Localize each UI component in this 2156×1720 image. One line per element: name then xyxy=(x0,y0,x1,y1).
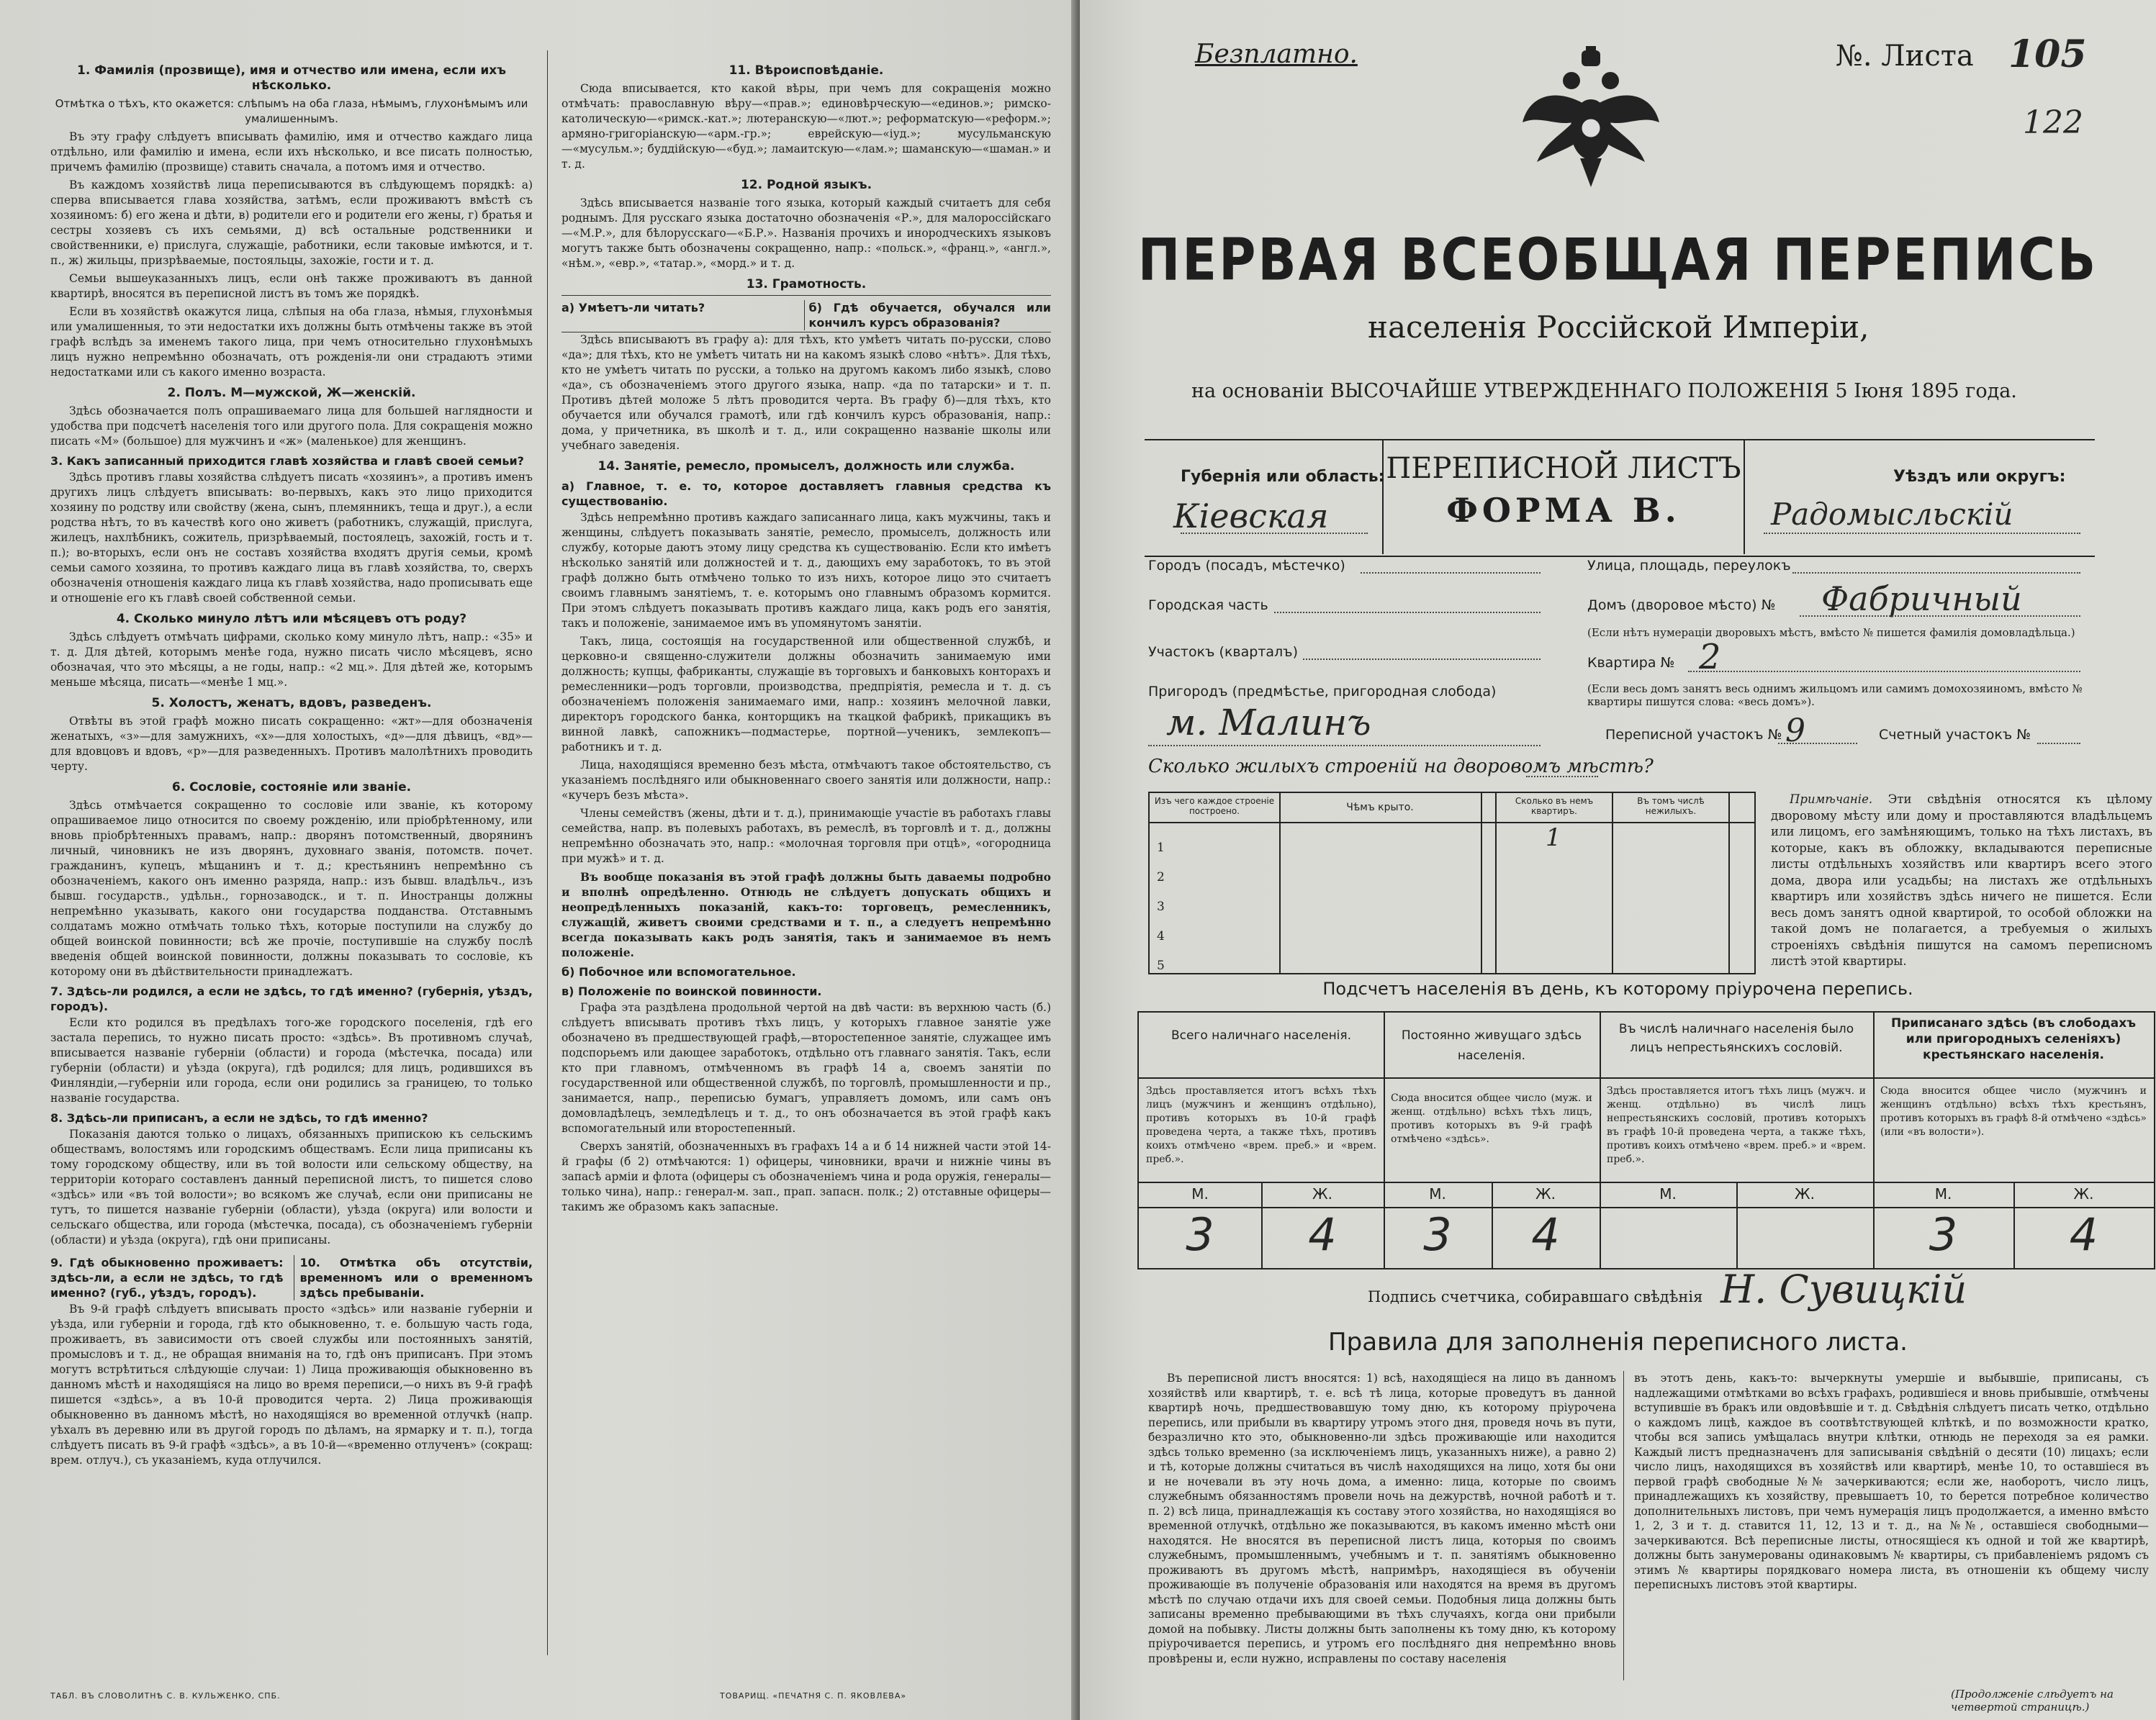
left-footer-2: ТОВАРИЩ. «ПЕЧАТНЯ С. П. ЯКОВЛЕВА» xyxy=(720,1691,907,1701)
section-14-text: Лица, находящіяся временно безъ мѣста, отмѣчаютъ такое обстоятельство, съ указаніемъ послѣдняго или обыкновеннаго своего занятія или должности, напр.: «кучеръ безъ мѣста». xyxy=(561,759,1051,802)
population-title: Подсчетъ населенія въ день, къ которому пріурочена перепись. xyxy=(1322,979,1913,999)
section-4-title: 4. Сколько минуло лѣтъ или мѣсяцевъ отъ роду? xyxy=(116,612,467,626)
section-2-text: Здѣсь обозначается полъ опрашиваемаго лица для большей наглядности и удобства при подсчетѣ населенія того или другого пола. Для сокращенія можно писать «М» (большое) для мужчинъ и «ж» (маленькое) для женщинъ. xyxy=(50,404,533,448)
pop-desc-peasant: Сюда вносится общее число (мужчинъ и женщинъ отдѣльно) всѣхъ тѣхъ крестьянъ, противъ которыхъ въ графѣ 8-й отмѣчено «здѣсь» (или «въ волости»). xyxy=(1880,1085,2147,1138)
permanent-male-value[interactable]: 3 xyxy=(1423,1208,1452,1261)
section-11-title: 11. Вѣроисповѣданіе. xyxy=(729,63,884,78)
house-field xyxy=(1800,615,2080,617)
table-divider xyxy=(1279,793,1281,973)
section-6-text: Здѣсь отмѣчается сокращенно то сословіе или званіе, къ которому опрашиваемое лицо относится по своему рожденію, или пріобрѣтенному, или вновь пріобрѣтенныхъ правамъ, напр.: дворянъ потомственный, дворянинъ личный, чиновникъ не изъ дворянъ, духовнаго званія, потомств. почет. гражданинъ, купецъ, мѣщанинъ и т. д.; крестьянинъ непремѣнно съ обозначеніемъ, какого онъ именно разряда, напр.: изъ бывш. владѣльч., изъ бывш. государств., удѣльн., горнозаводск., и т. п. Иностранцы должны непремѣнно указывать, какого они государства подданства. Отставнымъ солдатамъ можно отмѣчать только тѣхъ, которые поступили на службу до общей воинской повинности; всѣ же прочіе, поступившіе на службу послѣ введенія общей воинской повинности, должны показывать то сословіе, къ которому они въ дѣйствительности принадлежатъ. xyxy=(50,799,533,978)
buildings-col-roof: Чѣмъ крыто. xyxy=(1346,802,1414,813)
double-headed-eagle-emblem xyxy=(1515,43,1666,194)
house-label: Домъ (дворовое мѣсто) № xyxy=(1587,597,1776,613)
section-1-text: Въ эту графу слѣдуетъ вписывать фамилію, имя и отчество каждаго лица отдѣльно, или фамилію и имена, если ихъ нѣсколько, и все писать полностью, причемъ фамилію (прозвище) ставить сначала, а потомъ имя и отчество. xyxy=(50,130,533,173)
female-label: Ж. xyxy=(1795,1185,1815,1203)
pop-desc-total: Здѣсь проставляется итогъ всѣхъ тѣхъ лицъ (мужчинъ и женщинъ отдѣльно), противъ которыхъ въ 10-й графѣ проведена черта, а также тѣхъ, противъ коихъ отмѣчено «врем. преб.» и «врем. преб.». xyxy=(1146,1085,1376,1165)
section-8-text: Показанія даются только о лицахъ, обязанныхъ припискою къ сельскимъ обществамъ, волостямъ или городскимъ обществамъ. Если лица приписаны къ тому городскому обществу, или въ той волости или сельскому обществу, на территоріи котораго составленъ данный переписной листъ, то пишется слово «здѣсь» или «въ той волости»; во всякомъ же случаѣ, если они приписаны не тутъ, то пишется названіе губерніи (области), уѣзда (округа) или волости и сельскаго общества, или города (мѣстечка, посада), съ обозначеніемъ губерніи (области) и уѣзда (округа), гдѣ они приписаны. xyxy=(50,1128,533,1246)
table-divider xyxy=(1139,1182,2154,1183)
table-divider xyxy=(1384,1077,1600,1079)
section-7-text: Если кто родился въ предѣлахъ того-же городского поселенія, гдѣ его застала перепись, то нужно писать просто: «здѣсь». Въ противномъ случаѣ, вписывается названіе губерніи (области) и города (мѣстечка, посада) или губерніи (области) и уѣзда (округа), гдѣ родился; для лицъ, родившихся въ Финляндіи,—губерніи или города, если они родились за границею, то только названіе государства. xyxy=(50,1016,533,1105)
section-14-text: Члены семействъ (жены, дѣти и т. д.), принимающіе участіе въ работахъ главы семейства, напр. въ полевыхъ работахъ, въ ремеслѣ, въ торговлѣ и т. д., должны непремѣнно обозначать это, напр.: «молочная торговля при отцѣ», «огородница при мужѣ» и т. д. xyxy=(561,807,1051,865)
male-label: М. xyxy=(1191,1185,1209,1203)
section-13b-title: б) Гдѣ обучается, обучался или кончилъ курсъ образованія? xyxy=(804,300,1052,330)
prigorod-field xyxy=(1148,745,1541,746)
census-uchastok-label: Переписной участокъ № xyxy=(1605,727,1782,743)
uchastok-label: Участокъ (кварталъ) xyxy=(1148,644,1299,660)
section-1-subtitle: Отмѣтка о тѣхъ, кто окажется: слѣпымъ на оба глаза, нѣмымъ, глухонѣмымъ или умалишеннымъ. xyxy=(55,97,528,125)
female-label: Ж. xyxy=(2073,1185,2094,1203)
section-1-title: 1. Фамилія (прозвище), имя и отчество или имена, если ихъ нѣсколько. xyxy=(77,63,506,93)
gubernia-value[interactable]: Кіевская xyxy=(1173,497,1329,535)
uezd-value[interactable]: Радомысльскій xyxy=(1771,497,2013,532)
buildings-table xyxy=(1148,792,1756,974)
table-divider xyxy=(1873,1077,2154,1079)
pop-desc-nonpeasant: Здѣсь проставляется итогъ тѣхъ лицъ (мужч. и женщ. отдѣльно) въ числѣ лицъ непрестьянскихъ сословій, противъ которыхъ въ графѣ 10-й проведена черта, а также тѣхъ, противъ коихъ отмѣчено «врем. преб.» и «врем. преб.». xyxy=(1607,1085,1866,1165)
instructions-column-2 xyxy=(561,58,1051,1218)
section-12-title: 12. Родной языкъ. xyxy=(740,178,872,192)
table-divider xyxy=(1139,1077,1384,1079)
prigorod-value[interactable]: м. Малинъ xyxy=(1166,702,1371,743)
instructions-column-1 xyxy=(50,58,533,1471)
buildings-question: Сколько жилыхъ строеній на дворовомъ мѣстѣ? xyxy=(1148,756,1654,777)
city-part-field[interactable] xyxy=(1274,612,1541,613)
male-label: М. xyxy=(1659,1185,1677,1203)
section-3-text: Здѣсь противъ главы хозяйства слѣдуетъ писать «хозяинъ», а противъ именъ другихъ лицъ слѣдуетъ вписывать: во-первыхъ, какъ это лицо приходится хозяину по родству или свойству (жена, сынъ, племянникъ, теща и друг.), а если родства нѣтъ, то въ качествѣ кого оно живетъ (работникъ, служащій, прислуга, жилецъ, нахлѣбникъ, сожитель, призрѣваемый, постоялецъ, захожій, гость и т. п.); во-вторыхъ, если онъ не составъ хозяйства входятъ другія семьи, кромѣ семьи самого хозяина, то противъ каждаго лица въ главѣ хозяйства, то, сверхъ обозначенія отношенія каждаго лица къ главѣ хозяйства, надо прописывать еще и отношеніе его къ главѣ своей собственной семьи. xyxy=(50,471,533,605)
section-14-text: Сверхъ занятій, обозначенныхъ въ графахъ 14 а и б 14 нижней части этой 14-й графы (б 2) отмѣчаются: 1) офицеры, чиновники, врачи и нижніе чины въ запасѣ арміи и флота (офицеры съ обозначеніемъ чина и рода оружія, генералы—только чина), напр.: генерал-м. зап., прап. запасн. полк.; 2) отставные офицеры—такимъ же образомъ какъ запасные. xyxy=(561,1140,1051,1213)
section-14-text: Такъ, лица, состоящія на государственной или общественной службѣ, и церковно-и священно-служители должны обозначить занимаемую ими должность; купцы, фабриканты, служащіе въ торговыхъ и банковыхъ конторахъ и ремесленники—родъ торговли, производства, предпріятія, ремесла и т. д. съ обозначеніемъ положенія занимаемаго ими, напр.: хозяинъ мелочной лавки, директоръ городского банка, конторщикъ на ткацкой фабрикѣ, прикащикъ въ винной лавкѣ, сапожникъ—подмастерье, портной—ученикъ, землекопъ—работникъ и т. д. xyxy=(561,635,1051,753)
document-subtitle: населенія Россійской Имперіи, xyxy=(1368,309,1869,345)
house-value[interactable]: Фабричный xyxy=(1821,579,2022,618)
section-14-title: 14. Занятіе, ремесло, промыселъ, должность или служба. xyxy=(597,459,1015,474)
form-title-box xyxy=(1382,439,1745,554)
peasant-female-value[interactable]: 4 xyxy=(2069,1208,2098,1261)
section-1-text: Семьи вышеуказанныхъ лицъ, если онѣ также проживаютъ въ данной квартирѣ, вносятся въ переписной листъ въ томъ же порядкѣ. xyxy=(50,272,533,300)
buildings-apartments-value[interactable]: 1 xyxy=(1546,823,1561,852)
buildings-rows xyxy=(1157,833,1165,981)
signature-label: Подпись счетчика, собиравшаго свѣдѣнія xyxy=(1368,1288,1703,1305)
buildings-row-number: 4 xyxy=(1157,929,1165,943)
section-2-title: 2. Полъ. М—мужской, Ж—женскій. xyxy=(167,386,416,400)
count-uchastok-label: Счетный участокъ № xyxy=(1879,727,2031,743)
document-title: ПЕРВАЯ ВСЕОБЩАЯ ПЕРЕПИСЬ xyxy=(1137,225,2098,294)
archive-number: 122 xyxy=(2023,104,2083,141)
section-11-text: Сюда вписывается, кто какой вѣры, при чемъ для сокращенія можно отмѣчать: православную вѣру—«прав.»; единовѣрческую—«единов.»; римско-католическую—«римск.-кат.»; лютеранскую—«лют.»; реформатскую—«реформ.»; армяно-григоріанскую—«арм.-гр.»; еврейскую—«іуд.»; мусульманскую—«мусульм.»; буддійскую—«буд.»; ламаитскую—«лам.»; шаманскую—«шаман.» и т. д. xyxy=(561,82,1051,171)
rules-column-1: Въ переписной листъ вносятся: 1) всѣ, находящіеся на лицо въ данномъ хозяйствѣ или квартирѣ, т. е. всѣ тѣ лица, которые проведутъ въ данной квартирѣ ночь, предшествовавшую тому дню, къ которому пріурочена перепись, или прибыли въ квартиру утромъ этого дня, проведя ночь въ пути, безразлично кто это, обыкновенно-ли здѣсь проживающіе или находится здѣсь только временно (за исключеніемъ лицъ, указанныхъ ниже), а равно 2) и тѣ, которые должны считаться въ числѣ находящихся на лицо, хотя бы они и не ночевали въ эту ночь дома, а именно: лица, которые по своимъ служебнымъ обязанностямъ провели ночь на дежурствѣ, ночной работѣ и т. п. 2) всѣ лица, принадлежащія къ составу этого хозяйства, но находящіяся во временной отлучкѣ, отдѣльно же показываются, въ какомъ именно мѣстѣ они находятся. Не вносятся въ переписной листъ лица, которыя по своимъ служебнымъ, промышленнымъ, учебнымъ и т. п. занятіямъ обыкновенно проживаютъ въ другомъ мѣстѣ, напримѣръ, находящіеся въ обученіи проживающіе въ полученіе образованія или находятся на время въ другомъ мѣстѣ по случаю отдачи ихъ для своей семьи. Подобныя лица должны быть записаны временно пребывающими въ тѣхъ случаяхъ, когда они прибыли домой на побывку. Листы должны быть заполнены къ тому дню, къ которому пріурочивается перепись, и утромъ его послѣдняго дня непремѣнно вновь провѣрены и, если нужно, исправлены по составу населенія xyxy=(1148,1372,1616,1665)
section-9-title: 9. Гдѣ обыкновенно проживаетъ: здѣсь-ли, а если не здѣсь, то гдѣ именно? (губ., уѣздъ, городъ). xyxy=(50,1256,284,1300)
left-footer-1: ТАБЛ. ВЪ СЛОВОЛИТНѢ С. В. КУЛЬЖЕНКО, СПБ. xyxy=(50,1691,281,1701)
section-14-emphasis: Въ вообще показанія въ этой графѣ должны быть даваемы подробно и вполнѣ опредѣленно. Отнюдь не слѣдуетъ допускать общихъ и неопредѣленныхъ показаній, какъ-то: торговецъ, ремесленникъ, служащій, живетъ своими средствами и т. п., а следуетъ непремѣнно всегда показывать какъ родъ занятія, такъ и занимаемое въ немъ положеніе. xyxy=(561,870,1051,959)
section-14-text: Графа эта раздѣлена продольной чертой на двѣ части: въ верхнюю часть (б.) слѣдуетъ вписывать противъ тѣхъ лицъ, у которыхъ главное занятіе уже обозначено въ предшествующей графѣ,—второстепенное занятіе, служащее имъ подспорьемъ или дающее заработокъ, отдѣльно отъ главнаго занятія. Такъ, если кто при главномъ, отмѣченномъ въ графѣ 14 а, своемъ занятіи по государственной или общественной службѣ, по торговлѣ, промышленности и пр., занимается, напр., переписью бумагъ, управляетъ домомъ, или самъ онъ домовладѣлецъ, земледѣлецъ и т. д., то онъ обозначается въ этой графѣ какъ вспомогательный или второстепенный. xyxy=(561,1001,1051,1135)
note-text: Эти свѣдѣнія относятся къ цѣлому дворовому мѣсту или дому и проставляются владѣльцемъ или лицомъ, его замѣняющимъ, только на тѣхъ листахъ, въ которые, какъ въ обложку, вкладываются переписные листы отдѣльныхъ хозяйствъ или квартиръ всего этого дома, двора или усадьбы; на листахъ же отдѣльныхъ квартиръ или хозяйствъ здѣсь ничего не пишется. Если весь домъ занятъ одной квартирой, то особой обложки на такой домъ не полагается, а требуемыя о жилыхъ строеніяхъ свѣдѣнія пишутся на самомъ переписномъ листѣ этой квартиры. xyxy=(1771,792,2152,968)
buildings-col-apartments: Сколько въ немъ квартиръ. xyxy=(1515,796,1594,816)
section-13-title: 13. Грамотность. xyxy=(746,277,867,291)
male-label: М. xyxy=(1429,1185,1446,1203)
buildings-row-number: 1 xyxy=(1157,841,1165,855)
buildings-count-field[interactable] xyxy=(1526,776,1598,777)
form-title-2: ФОРМА В. xyxy=(1446,491,1681,530)
continued-note: (Продолженіе слѣдуетъ на четвертой страницѣ.) xyxy=(1951,1688,2114,1714)
column-divider xyxy=(1623,1371,1624,1680)
pop-header-peasant: Приписанаго здѣсь (въ слободахъ или пригородныхъ селеніяхъ) крестьянскаго населенія. xyxy=(1891,1016,2136,1062)
legal-basis: на основаніи ВЫСОЧАЙШЕ УТВЕРЖДЕННАГО ПОЛОЖЕНІЯ 5 Іюня 1895 года. xyxy=(1191,380,2017,402)
rules-column-2: въ этотъ день, какъ-то: вычеркнуты умершіе и выбывшіе, приписаны, съ надлежащими отмѣтками во всѣхъ графахъ, родившіеся и вновь прибывшіе, отмѣчены вступившіе въ бракъ или овдовѣвшіе и т. д. Свѣдѣнія слѣдуетъ писать четко, отдѣльно о каждомъ лицѣ, каждое въ соотвѣтствующей клѣткѣ, и по возможности кратко, чтобы вся запись умѣщалась внутри клѣтки, отнюдь не переходя за ея рамки. Каждый листъ предназначенъ для записыванія свѣдѣній о десяти (10) лицахъ; если число лицъ, находящихся въ хозяйствѣ или квартирѣ, менѣе 10, то оставшіеся въ первой графѣ свободные №№ зачеркиваются; если же, наоборотъ, число лицъ, принадлежащихъ къ хозяйству, превышаетъ 10, то берется потребное количество дополнительныхъ листовъ, при чемъ нумерація лицъ продолжается, а именно вмѣсто 1, 2, 3 и т. д. ставится 11, 12, 13 и т. д., на №№, оставшіеся свободными—зачеркиваются. Всѣ переписные листы, относящіеся къ одной и той же квартирѣ, должны быть занумерованы одинаковымъ № квартиры, съ прибавленіемъ рядомъ съ этимъ № квартиры порядковаго номера листа, въ отношеніи къ общему числу переписныхъ листовъ этой квартиры. xyxy=(1634,1372,2149,1591)
section-12-text: Здѣсь вписывается названіе того языка, который каждый считаетъ для себя роднымъ. Для русскаго языка достаточно обозначенія «Р.», для малороссійскаго—«М.Р.», для бѣлорусскаго—«Б.Р.». Названія прочихъ и инородческихъ языковъ могутъ также быть обозначены сокращенно, напр.: «польск.», «франц.», «англ.», «нѣм.», «евр.», «татар.», «морд.» и т. д. xyxy=(561,196,1051,270)
section-13-text: Здѣсь вписываютъ въ графу а): для тѣхъ, кто умѣетъ читать по-русски, слово «да»; для тѣхъ, кто не умѣетъ читать ни на какомъ языкѣ слово «нѣтъ». Для тѣхъ, кто не умѣетъ читать по русски, а только на другомъ какомъ либо языкѣ, слово «да», съ обозначеніемъ этого другого языка, напр. «да по татарски» и т. п. Противъ дѣтей моложе 5 лѣтъ проводится черта. Въ графу б)—для тѣхъ, кто обучается или обучался грамотѣ, или гдѣ кончилъ курсъ образованія, напр.: дома, у причетника, въ школѣ и т. д., или сокращенно названіе школы или учебнаго заведенія. xyxy=(561,333,1051,452)
table-divider xyxy=(1728,793,1730,973)
section-1-text: Если въ хозяйствѣ окажутся лица, слѣпыя на оба глаза, нѣмыя, глухонѣмыя или умалишенныя, то эти недостатки ихъ должны быть отмѣчены также въ этой графѣ вслѣдъ за именемъ такого лица, при чемъ относительно глухонѣмыхъ лицъ нужно непремѣнно обозначать, отъ рожденія-ли они страдаютъ этими недостатками или съ какого именно возраста. xyxy=(50,305,533,379)
section-14c-title: в) Положеніе по воинской повинности. xyxy=(561,985,822,998)
city-label: Городъ (посадъ, мѣстечко) xyxy=(1148,558,1345,574)
right-page xyxy=(1080,0,2156,1720)
apartment-label: Квартира № xyxy=(1587,655,1675,671)
pop-header-permanent: Постоянно живущаго здѣсь населенія. xyxy=(1401,1028,1582,1063)
pop-header-total: Всего наличнаго населенія. xyxy=(1171,1028,1352,1043)
count-uchastok-field[interactable] xyxy=(2037,743,2080,744)
female-label: Ж. xyxy=(1312,1185,1332,1203)
signature-value[interactable]: Н. Сувицкій xyxy=(1720,1267,1967,1312)
apartment-note: (Если весь домъ занятъ весь однимъ жильцомъ или самимъ домохозяиномъ, вмѣсто № квартиры пишутся слова: «весь домъ»). xyxy=(1587,682,2083,708)
city-part-label: Городская часть xyxy=(1148,597,1268,613)
sheet-number-value: 105 xyxy=(2008,32,2087,76)
section-4-text: Здѣсь слѣдуетъ отмѣчать цифрами, сколько кому минуло лѣтъ, напр.: «35» и т. д. Для дѣтей, которымъ менѣе года, нужно писать число мѣсяцевъ, ясно обозначая, что это мѣсяцы, а не годы, напр.: «2 мц.». Для дѣтей же, которымъ меньше мѣсяца, писать—«менѣе 1 мц.». xyxy=(50,630,533,689)
census-uchastok-value[interactable]: 9 xyxy=(1785,712,1805,749)
house-note: (Если нѣтъ нумераціи дворовыхъ мѣстъ, вмѣсто № пишется фамилія домовладѣльца.) xyxy=(1587,626,2075,639)
peasant-male-value[interactable]: 3 xyxy=(1929,1208,1958,1261)
note-title: Примѣчаніе. xyxy=(1790,792,1873,806)
pop-header-nonpeasant: Въ числѣ наличнаго населенія было лицъ непрестьянскихъ сословій. xyxy=(1618,1022,1854,1055)
permanent-female-value[interactable]: 4 xyxy=(1531,1208,1560,1261)
section-7-title: 7. Здѣсь-ли родился, а если не здѣсь, то гдѣ именно? (губернія, уѣздъ, городъ). xyxy=(50,985,533,1013)
section-9-text: Въ 9-й графѣ слѣдуетъ вписывать просто «здѣсь» или названіе губерніи и уѣзда, или губерніи и города, гдѣ кто обыкновенно, т. е. большую часть года, проживаетъ, въ зависимости отъ своей службы или постоянныхъ занятій, промысловъ и т. д., не обращая вниманія на то, гдѣ онъ приписанъ. При этомъ могутъ встрѣтиться слѣдующіе случаи: 1) Лица проживающія обыкновенно въ данномъ мѣстѣ и находящіяся на лицо во время переписи,—о нихъ въ 9-й графѣ пишется «здѣсь», а въ 10-й проводится черта. 2) Лица проживающія обыкновенно въ данномъ мѣстѣ, но находящіяся во временной отлучкѣ (напр. уѣхалъ въ деревню или въ другой городъ по дѣламъ, на ярмарку и т. п.), тогда слѣдуетъ писать въ 9-й графѣ «здѣсь», а въ 10-й—«временно отлученъ» (сокращ: врем. отлуч.), съ указаніемъ, куда отлучился. xyxy=(50,1303,533,1467)
total-male-value[interactable]: 3 xyxy=(1186,1208,1214,1261)
table-divider xyxy=(1495,793,1497,973)
table-divider xyxy=(1600,1077,1873,1079)
street-label: Улица, площадь, переулокъ xyxy=(1587,558,1791,574)
section-10-title: 10. Отмѣтка объ отсутствіи, временномъ или о временномъ здѣсь пребываніи. xyxy=(294,1255,533,1300)
apartment-field xyxy=(1688,671,2080,672)
sheet-number-label: №. Листа xyxy=(1836,40,1974,73)
form-title-1: ПЕРЕПИСНОЙ ЛИСТЪ xyxy=(1386,452,1741,485)
prigorod-label: Пригородъ (предмѣстье, пригородная слобода) xyxy=(1148,684,1497,700)
section-6-title: 6. Сословіе, состояніе или званіе. xyxy=(171,780,412,795)
section-14a-title: а) Главное, т. е. то, которое доставляетъ главныя средства къ существованію. xyxy=(561,479,1051,508)
buildings-col-material: Изъ чего каждое строеніе построено. xyxy=(1154,796,1275,816)
section-8-title: 8. Здѣсь-ли приписанъ, а если не здѣсь, то гдѣ именно? xyxy=(50,1111,428,1125)
table-divider xyxy=(1481,793,1482,973)
uezd-underline xyxy=(1764,533,2080,534)
uezd-label: Уѣздъ или округъ: xyxy=(1893,468,2066,486)
table-divider xyxy=(1612,793,1613,973)
street-field[interactable] xyxy=(1792,572,2080,574)
section-14-text: Здѣсь непремѣнно противъ каждаго записаннаго лица, какъ мужчины, такъ и женщины, слѣдуетъ показывать занятіе, ремесло, промыселъ, должность или службу, которые даютъ этому лицу средства къ существованію. Если кто имѣетъ нѣсколько занятій или должностей и т. д., дающихъ ему заработокъ, то въ этой графѣ должно быть отмѣчено только то изъ нихъ, которое лицо это считаетъ своимъ главнымъ занятіемъ, т. е. которымъ оно главнымъ образомъ кормится. При этомъ слѣдуетъ показывать противъ каждаго лица, какъ родъ его занятія, такъ и положеніе, занимаемое имъ въ упомянутомъ занятіи. xyxy=(561,511,1051,630)
buildings-row-number: 3 xyxy=(1157,900,1165,914)
total-female-value[interactable]: 4 xyxy=(1308,1208,1337,1261)
uchastok-field[interactable] xyxy=(1303,658,1541,660)
rules-title: Правила для заполненія переписного листа. xyxy=(1328,1328,1908,1357)
census-uchastok-field xyxy=(1778,743,1857,744)
female-label: Ж. xyxy=(1535,1185,1556,1203)
buildings-note xyxy=(1771,792,2152,970)
gubernia-underline xyxy=(1181,533,1368,534)
population-table xyxy=(1137,1011,2155,1269)
column-divider xyxy=(547,50,548,1655)
city-field[interactable] xyxy=(1361,572,1541,574)
section-13a-title: а) Умѣетъ-ли читать? xyxy=(561,301,705,314)
buildings-row-number: 2 xyxy=(1157,870,1165,884)
section-5-title: 5. Холостъ, женатъ, вдовъ, разведенъ. xyxy=(151,696,432,710)
section-14b-title: б) Побочное или вспомогательное. xyxy=(561,965,796,979)
buildings-row-number: 5 xyxy=(1157,959,1165,973)
male-label: М. xyxy=(1934,1185,1952,1203)
free-label: Безплатно. xyxy=(1195,40,1358,69)
buildings-col-nonresidential: Въ томъ числѣ нежилыхъ. xyxy=(1637,796,1705,816)
section-3-title: 3. Какъ записанный приходится главѣ хозяйства и главѣ своей семьи? xyxy=(50,454,524,468)
section-5-text: Отвѣты въ этой графѣ можно писать сокращенно: «жт»—для обозначенія женатыхъ, «з»—для замужнихъ, «х»—для холостыхъ, «д»—для дѣвицъ, «вд»—для вдовцовъ и вдовъ, «р»—для разведенныхъ. Противъ малолѣтнихъ проводить черту. xyxy=(50,715,533,773)
section-1-text: Въ каждомъ хозяйствѣ лица переписываются въ слѣдующемъ порядкѣ: а) сперва вписывается глава хозяйства, затѣмъ, если проживаютъ вмѣстѣ съ хозяиномъ: б) его жена и дѣти, в) родители его и родители его жены, г) братья и сестры хозяевъ съ ихъ семьями, д) всѣ остальные родственники и свойственники, е) прислуга, служащіе, работники, если таковые имѣются, и т. п., ж) жильцы, призрѣваемые, постояльцы, захожіе, гости и т. д. xyxy=(50,178,533,267)
apartment-value[interactable]: 2 xyxy=(1699,637,1721,677)
pop-desc-permanent: Сюда вносится общее число (муж. и женщ. отдѣльно) всѣхъ тѣхъ лицъ, противъ которыхъ въ 9-й графѣ отмѣчено «здѣсь». xyxy=(1391,1092,1592,1145)
gubernia-label: Губернія или область: xyxy=(1181,468,1385,486)
